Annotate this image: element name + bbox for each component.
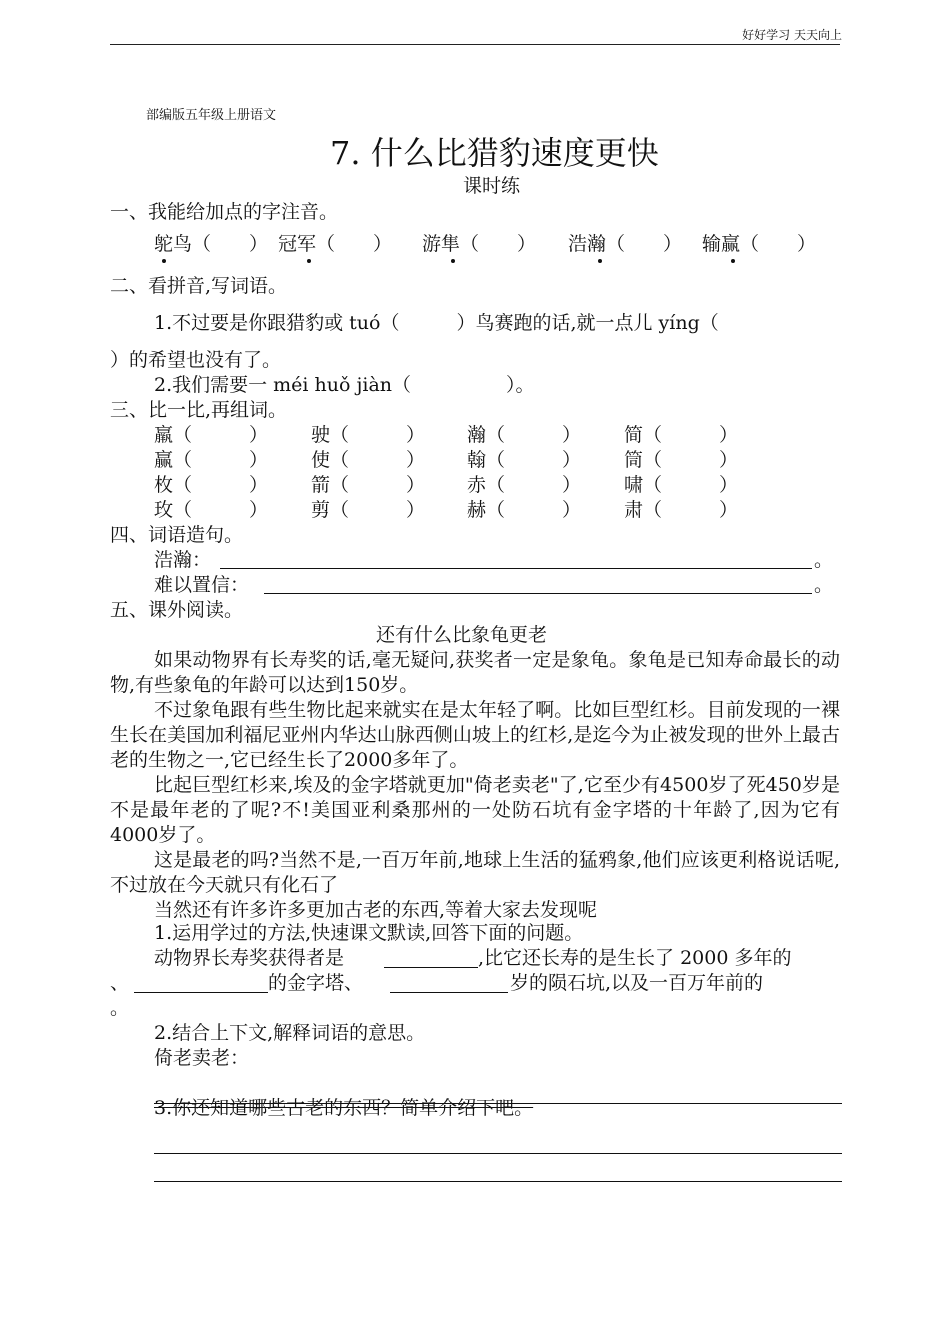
s3-cell: 玫（ ）	[154, 499, 269, 521]
s2-q1-line2: ）的希望也没有了。	[110, 349, 282, 371]
s4-end1: 。	[814, 549, 834, 571]
s5-q1-f: 。	[110, 997, 130, 1019]
s3-cell: 枚（ ）	[154, 474, 269, 496]
s5-q1: 1.运用学过的方法,快速课文默读,回答下面的问题。	[154, 922, 584, 944]
s1-item-5: 输赢（ ）	[702, 233, 817, 255]
emphasis-dot	[598, 259, 602, 263]
s3-cell: 筒（ ）	[624, 449, 739, 471]
answer-line	[384, 967, 478, 968]
page-subtitle: 课时练	[463, 175, 521, 197]
article-paragraph: 这是最老的吗?当然不是,一百万年前,地球上生活的猛鸦象,他们应该更利格说话呢,不过放在今天就只有化石了	[110, 849, 840, 896]
s5-q1-d: 的金字塔、	[268, 972, 364, 994]
article-title: 还有什么比象龟更老	[376, 624, 548, 646]
subject-label: 部编版五年级上册语文	[146, 108, 277, 123]
s5-q3: 3.你还知道哪些古老的东西？简单介绍下吧。	[154, 1097, 534, 1119]
s3-cell: 赢（ ）	[154, 449, 269, 471]
answer-line	[264, 593, 812, 594]
section2-heading: 二、看拼音,写词语。	[110, 275, 288, 297]
s3-cell: 简（ ）	[624, 424, 739, 446]
s5-q2-word: 倚老卖老：	[154, 1047, 250, 1069]
s3-cell: 箭（ ）	[311, 474, 426, 496]
s3-cell: 赤（ ）	[467, 474, 582, 496]
s3-cell: 驶（ ）	[311, 424, 426, 446]
s3-cell: 瀚（ ）	[467, 424, 582, 446]
section1-heading: 一、我能给加点的字注音。	[110, 201, 339, 223]
article-paragraph: 当然还有许多许多更加古老的东西,等着大家去发现呢	[154, 899, 598, 921]
emphasis-dot	[731, 259, 735, 263]
answer-line	[134, 992, 268, 993]
header-slogan: 好好学习 天天向上	[742, 28, 842, 42]
section4-heading: 四、词语造句。	[110, 524, 244, 546]
s1-item-3: 游隼（ ）	[422, 233, 537, 255]
s1-item-4: 浩瀚（ ）	[568, 233, 683, 255]
answer-line	[154, 1103, 842, 1104]
s5-q2: 2.结合上下文,解释词语的意思。	[154, 1022, 426, 1044]
section5-heading: 五、课外阅读。	[110, 599, 244, 621]
section3-heading: 三、比一比,再组词。	[110, 399, 288, 421]
emphasis-dot	[307, 259, 311, 263]
answer-line	[154, 1153, 842, 1154]
s3-cell: 啸（ ）	[624, 474, 739, 496]
s3-cell: 使（ ）	[311, 449, 426, 471]
s3-cell: 剪（ ）	[311, 499, 426, 521]
s2-q1-line1: 1.不过要是你跟猎豹或 tuó（ ）鸟赛跑的话,就一点儿 yíng（	[154, 312, 719, 334]
answer-line	[390, 992, 508, 993]
article-paragraph: 不过象龟跟有些生物比起来就实在是太年轻了啊。比如巨型红杉。目前发现的一裸生长在美国加利福尼亚州内华达山脉西侧山坡上的红杉,是迄今为止被发现的世外上最古老的生物之一,它已经生长了2000多年了。	[110, 699, 840, 771]
s3-cell: 羸（ ）	[154, 424, 269, 446]
s4-word1: 浩瀚：	[154, 549, 212, 571]
s5-q1-e: 岁的陨石坑,以及一百万年前的	[510, 972, 764, 994]
answer-line	[154, 1181, 842, 1182]
s1-item-2: 冠军（ ）	[278, 233, 393, 255]
s1-item-1: 鸵鸟（ ）	[154, 233, 269, 255]
s3-cell: 翰（ ）	[467, 449, 582, 471]
s5-q1-b: ,比它还长寿的是生长了 2000 多年的	[478, 947, 792, 969]
s4-word2: 难以置信：	[154, 574, 250, 596]
article-paragraph: 如果动物界有长寿奖的话,毫无疑问,获奖者一定是象龟。象龟是已知寿命最长的动物,有些象龟的年龄可以达到150岁。	[110, 649, 840, 696]
s5-q1-c: 、	[110, 972, 130, 994]
emphasis-dot	[162, 259, 166, 263]
s2-q2: 2.我们需要一 méi huǒ jiàn（ ）。	[154, 374, 535, 396]
emphasis-dot	[451, 259, 455, 263]
s5-q1-a: 动物界长寿奖获得者是	[154, 947, 345, 969]
article-paragraph: 比起巨型红杉来,埃及的金字塔就更加"倚老卖老"了,它至少有4500岁了死450岁是不是最年老的了呢?不!美国亚利桑那州的一处防石坑有金字塔的十年龄了,因为它有4000岁了。	[110, 774, 840, 846]
header-rule	[110, 44, 840, 45]
s3-cell: 肃（ ）	[624, 499, 739, 521]
s4-end2: 。	[814, 574, 834, 596]
answer-line	[220, 568, 812, 569]
s3-cell: 赫（ ）	[467, 499, 582, 521]
page-title: 7. 什么比猎豹速度更快	[330, 134, 659, 172]
